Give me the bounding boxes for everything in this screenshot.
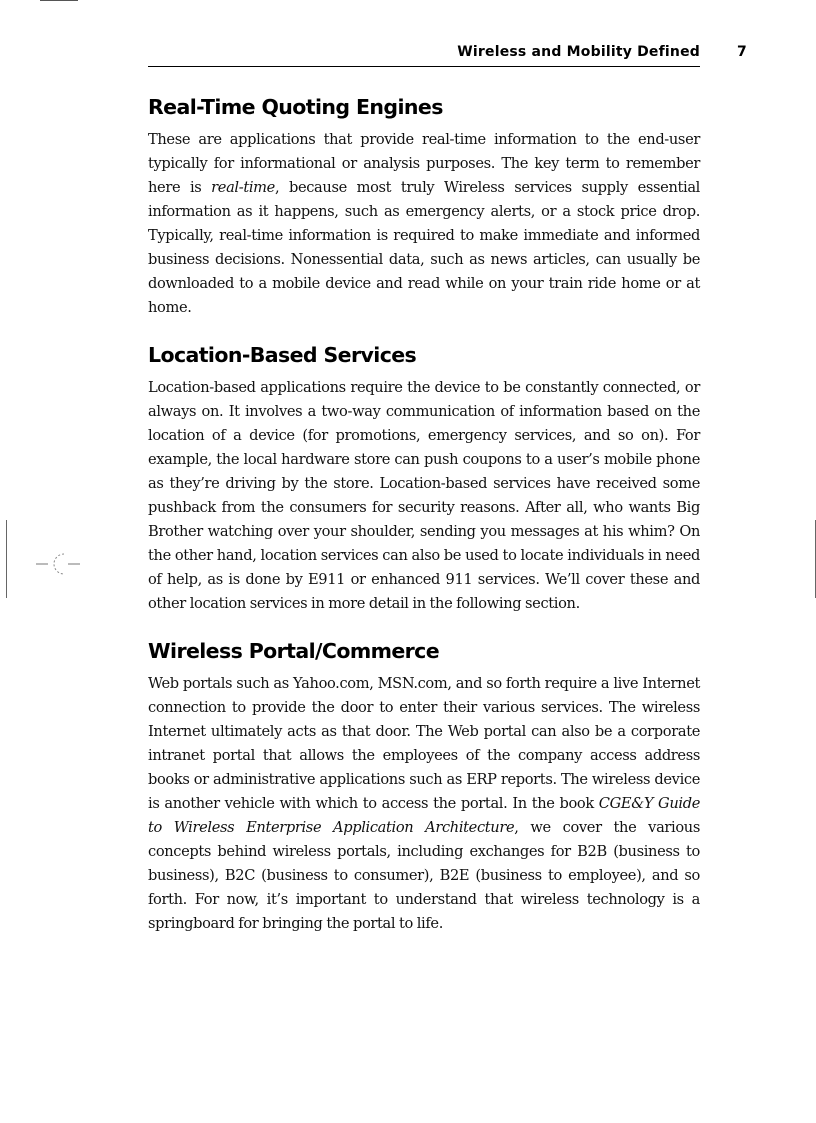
section-heading: Real-Time Quoting Engines <box>148 95 443 119</box>
page-body <box>148 94 700 936</box>
section-paragraph <box>148 672 700 936</box>
emphasis-term: real-time <box>211 179 275 196</box>
running-header <box>148 44 700 67</box>
registration-mark-icon <box>34 548 82 578</box>
paragraph-text: , because most truly Wireless services supply essential information as it happens, such as emergency alerts, or a stock price drop. Typically, real-time information is required to make immediate and informed business decisions. Nonessential data, such as news articles, can usually be downloaded to a mobile device and read while on your train ride home or at home. <box>148 179 700 316</box>
crop-mark-top <box>40 0 78 1</box>
section-location-based <box>148 342 700 616</box>
section-wireless-portal <box>148 638 700 936</box>
section-paragraph <box>148 128 700 320</box>
section-real-time-quoting <box>148 94 700 320</box>
margin-rule-left <box>6 520 7 598</box>
paragraph-text: These are applications that provide real-time information to the end-user typically for informational or analysis purposes. The key term to remember here is <box>148 131 700 196</box>
section-paragraph: Location-based applications require the device to be constantly connected, or always on. It involves a two-way communication of information based on the location of a device (for promotions, emergency services, and so on). For example, the local hardware store can push coupons to a user’s mobile phone as they’re driving by the store. Location-based services have received some pushback from the consumers for security reasons. After all, who wants Big Brother watching over your shoulder, sending you messages at his whim? On the other hand, location services can also be used to locate individuals in need of help, as is done by E911 or enhanced 911 services. We’ll cover these and other location services in more detail in the following section. <box>148 379 700 612</box>
paragraph-text: , we cover the various concepts behind wireless portals, including exchanges for B2B (business to business), B2C (business to consumer), B2E (business to employee), and so forth. For now, it’s important to understand that wireless technology is a springboard for bringing the portal to life. <box>148 819 700 932</box>
page-number: 7 <box>737 44 747 60</box>
section-heading: Location-Based Services <box>148 343 417 367</box>
section-heading: Wireless Portal/Commerce <box>148 639 440 663</box>
book-title: CGE&Y Guide to Wireless Enterprise Application Architecture <box>148 795 700 836</box>
running-title: Wireless and Mobility Defined <box>457 44 700 60</box>
paragraph-text: Web portals such as Yahoo.com, MSN.com, and so forth require a live Internet connection to provide the door to enter their various services. The wireless Internet ultimately acts as that door. The Web portal can also be a corporate intranet portal that allows the employees of the company access address books or administrative applications such as ERP reports. The wireless device is another vehicle with which to access the portal. In the book <box>148 675 700 812</box>
